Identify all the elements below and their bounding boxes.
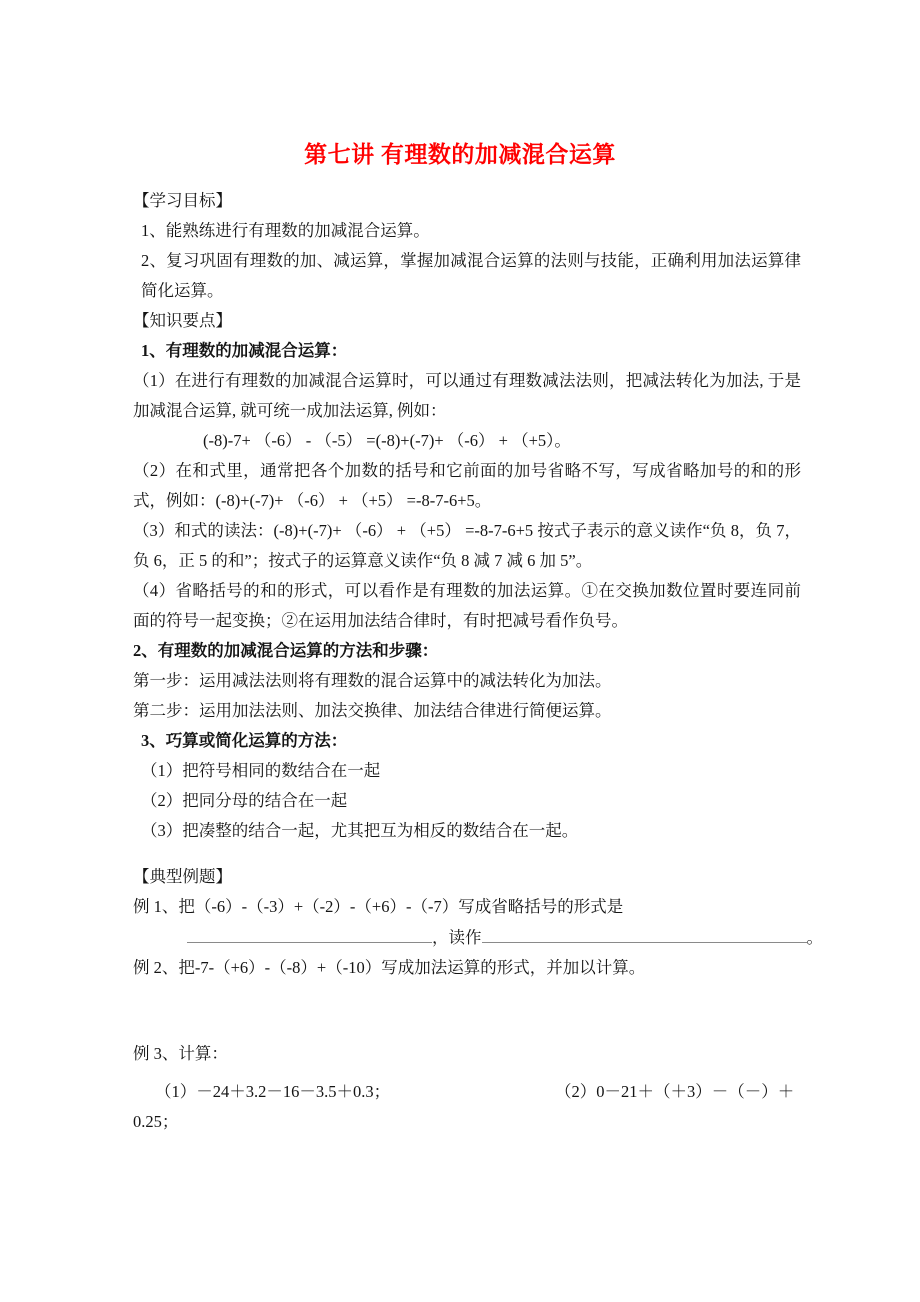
spacer [133,846,801,862]
knowledge-topic-2-step-2: 第二步：运用加法法则、加法交换律、加法结合律进行简便运算。 [133,701,612,720]
page-title: 第七讲 有理数的加减混合运算 [304,142,616,167]
knowledge-topic-2-step-1: 第一步：运用减法法则将有理数的混合运算中的减法转化为加法。 [133,671,612,690]
example-2-text: 例 2、把-7-（+6）-（-8）+（-10）写成加法运算的形式，并加以计算。 [133,958,646,977]
section-header-typical-examples: 【典型例题】 [133,867,232,886]
knowledge-topic-2-title: 2、有理数的加减混合运算的方法和步骤： [133,641,439,660]
knowledge-topic-1-paragraph-1: （1）在进行有理数的加减混合运算时，可以通过有理数减法法则，把减法转化为加法, 于是加减混合运算, 就可统一成加法运算, 例如： [133,371,802,420]
example-1-answer-line [133,922,823,953]
equation-example-line: (-8)-7+ （-6） - （-5） =(-8)+(-7)+ （-6） + （+5）。 [203,431,571,450]
knowledge-topic-3-method-3: （3）把凑整的结合一起，尤其把互为相反的数结合在一起。 [141,821,579,840]
example-3-problem-2-continuation: 0.25； [133,1112,179,1131]
example-1-answer-end-punct: 。 [806,928,823,947]
answer-blank-expression [187,922,432,943]
spacer [133,983,801,1039]
example-3-problem-2: （2）0－21＋（＋3）－（－）＋ [555,1082,795,1101]
example-1-answer-mid-label: ，读作 [432,928,482,947]
knowledge-topic-3-method-1: （1）把符号相同的数结合在一起 [141,761,381,780]
section-header-knowledge-points: 【知识要点】 [133,311,232,330]
document-body [133,186,823,1137]
knowledge-topic-3-method-2: （2）把同分母的结合在一起 [141,791,348,810]
example-1-text: 例 1、把（-6）-（-3）+（-2）-（+6）-（-7）写成省略括号的形式是 [133,897,624,916]
learning-goal-item-1: 1、能熟练进行有理数的加减混合运算。 [141,221,430,240]
knowledge-topic-1-paragraph-4: （4）省略括号的和的形式，可以看作是有理数的加法运算。①在交换加数位置时要连同前面的符号一起变换；②在运用加法结合律时，有时把减号看作负号。 [133,581,801,630]
knowledge-topic-1-paragraph-2: （2）在和式里，通常把各个加数的括号和它前面的加号省略不写，写成省略加号的和的形式，例如：(-8)+(-7)+ （-6） + （+5） =-8-7-6+5。 [133,461,801,510]
example-3-problem-1: （1）－24＋3.2－16－3.5＋0.3； [155,1082,391,1101]
knowledge-topic-3-title: 3、巧算或简化运算的方法： [141,731,348,750]
example-3-problems-row [133,1077,801,1107]
section-header-learning-goals: 【学习目标】 [133,191,232,210]
knowledge-topic-1-title: 1、有理数的加减混合运算： [141,341,348,360]
example-3-text: 例 3、计算： [133,1044,228,1063]
knowledge-topic-1-paragraph-3: （3）和式的读法：(-8)+(-7)+ （-6） + （+5） =-8-7-6+5 按式子表示的意义读作“负 8，负 7，负 6，正 5 的和”；按式子的运算意义读作“负 8 减 7 减 6 加 5”。 [133,521,801,570]
answer-blank-reading [482,922,807,943]
learning-goal-item-2: 2、复习巩固有理数的加、减运算，掌握加减混合运算的法则与技能，正确利用加法运算律简化运算。 [141,251,801,300]
